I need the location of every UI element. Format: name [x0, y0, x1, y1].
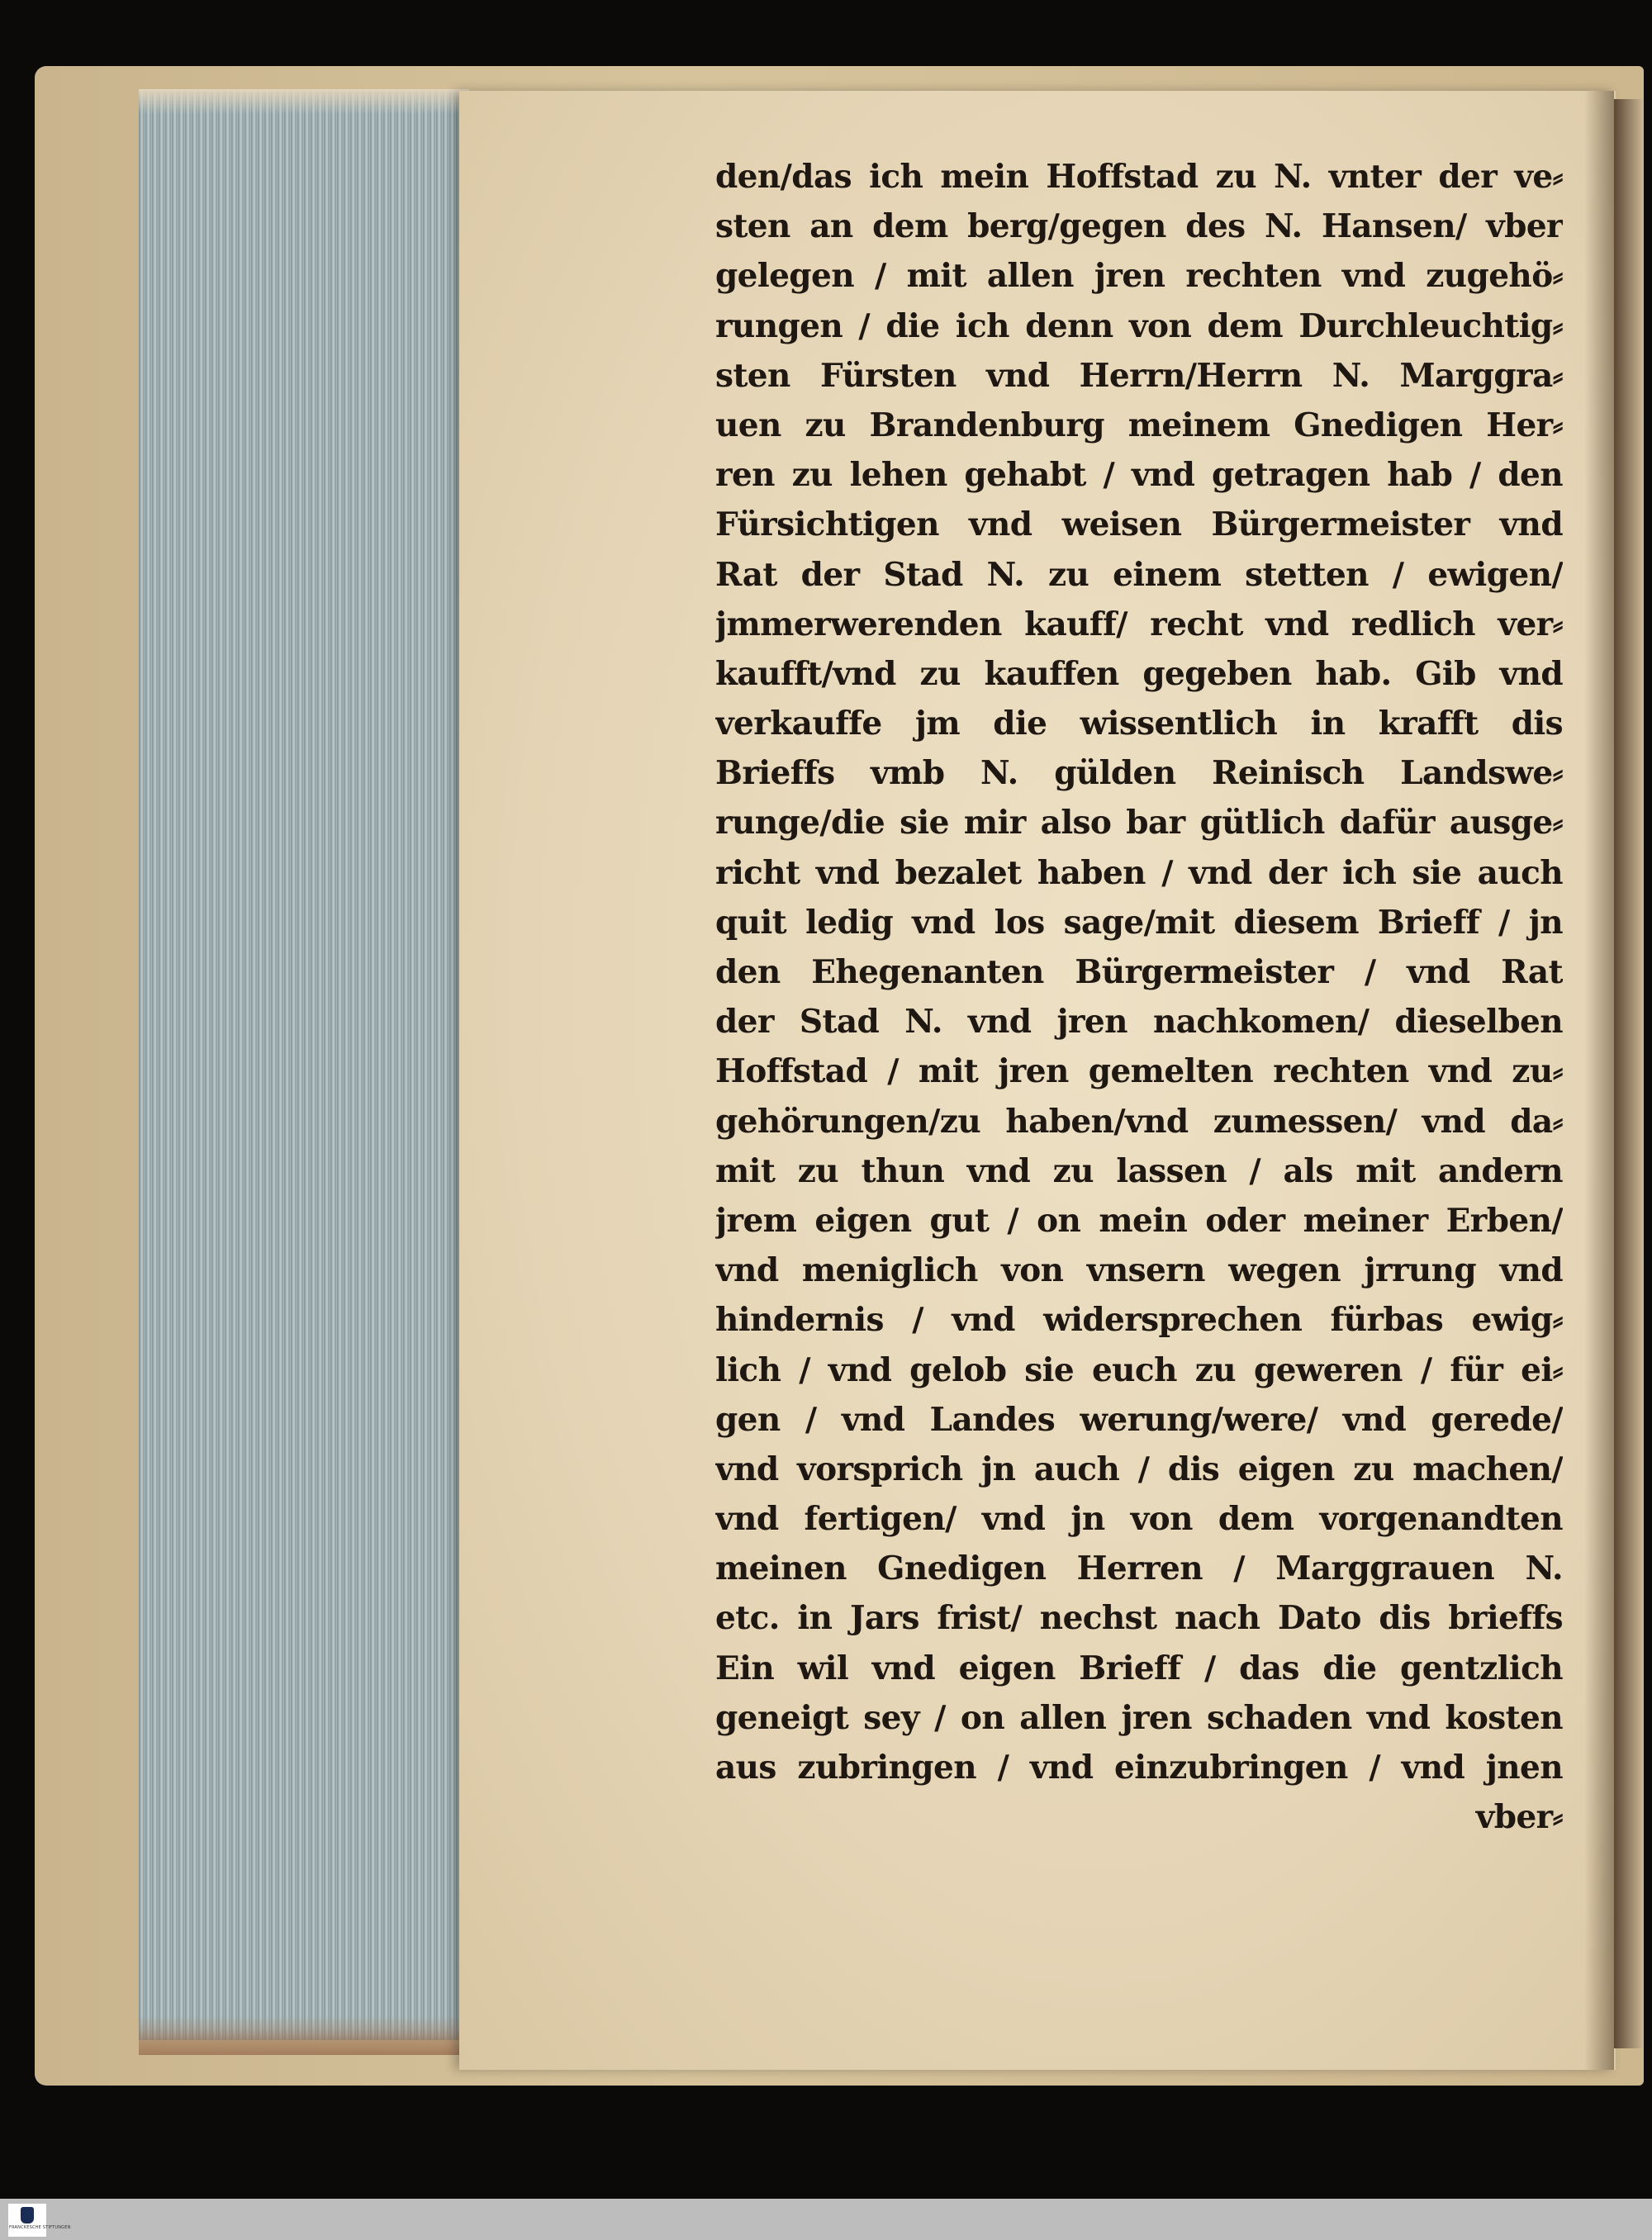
- text-line: Ein wil vnd eigen Brieff / das die gentzlich: [715, 1649, 1563, 1687]
- text-line: Fürsichtigen vnd weisen Bürgermeister vnd: [715, 505, 1563, 544]
- text-line: den Ehegenanten Bürgermeister / vnd Rat: [715, 953, 1563, 991]
- text-line: etc. in Jars frist/ nechst nach Dato dis brieffs: [715, 1599, 1563, 1638]
- text-line: kaufft/vnd zu kauffen gegeben hab. Gib vnd: [715, 654, 1563, 693]
- text-line: Hoffstad / mit jren gemelten rechten vnd zu⸗: [715, 1052, 1563, 1091]
- text-line: meinen Gnedigen Herren / Marggrauen N.: [715, 1549, 1563, 1588]
- text-line: lich / vnd gelob sie euch zu geweren / für ei⸗: [715, 1350, 1563, 1389]
- text-line: uen zu Brandenburg meinem Gnedigen Her⸗: [715, 406, 1563, 444]
- text-line: runge/die sie mir also bar gütlich dafür ausge⸗: [715, 804, 1563, 842]
- page-text: [715, 152, 1563, 1842]
- text-line: ren zu lehen gehabt / vnd getragen hab / den: [715, 456, 1563, 495]
- text-line: quit ledig vnd los sage/mit diesem Brieff / jn: [715, 903, 1563, 942]
- text-line: der Stad N. vnd jren nachkomen/ dieselben: [715, 1003, 1563, 1042]
- text-line: mit zu thun vnd zu lassen / als mit andern: [715, 1151, 1563, 1190]
- page-edges-top: [139, 89, 469, 114]
- text-line: gen / vnd Landes werung/were/ vnd gerede/: [715, 1400, 1563, 1439]
- text-line: vnd vorsprich jn auch / dis eigen zu machen/: [715, 1450, 1563, 1488]
- text-line: verkauffe jm die wissentlich in krafft dis: [715, 705, 1563, 743]
- text-line: Rat der Stad N. zu einem stetten / ewigen/: [715, 555, 1563, 594]
- viewer-footer-bar: [0, 2199, 1652, 2240]
- text-line: aus zubringen / vnd einzubringen / vnd jnen: [715, 1749, 1563, 1787]
- catchword: vber⸗: [1475, 1798, 1563, 1837]
- page-edges: [139, 89, 469, 2040]
- text-line: vnd meniglich von vnsern wegen jrrung vnd: [715, 1251, 1563, 1290]
- institution-logo[interactable]: [8, 2204, 71, 2237]
- text-line: hindernis / vnd widersprechen fürbas ewig⸗: [715, 1301, 1563, 1340]
- text-line: Brieffs vmb N. gülden Reinisch Landswe⸗: [715, 754, 1563, 793]
- text-line: geneigt sey / on allen jren schaden vnd kosten: [715, 1698, 1563, 1737]
- page-edges-bottom: [139, 2015, 469, 2055]
- text-line: den/das ich mein Hoffstad zu N. vnter der ve⸗: [715, 158, 1563, 196]
- text-line: sten Fürsten vnd Herrn/Herrn N. Marggra⸗: [715, 356, 1563, 395]
- text-line: jrem eigen gut / on mein oder meiner Erben/: [715, 1201, 1563, 1240]
- text-line: richt vnd bezalet haben / vnd der ich sie auch: [715, 853, 1563, 892]
- facing-page-edge: [1614, 99, 1644, 2048]
- logo-label: FRANCKESCHE STIFTUNGEN: [9, 2225, 71, 2230]
- text-line: rungen / die ich denn von dem Durchleuchtig⸗: [715, 306, 1563, 345]
- text-line: jmmerwerenden kauff/ recht vnd redlich ver⸗: [715, 605, 1563, 643]
- text-line: vnd fertigen/ vnd jn von dem vorgenandten: [715, 1500, 1563, 1539]
- orphanage-emblem-icon: [21, 2207, 34, 2223]
- text-line: gehörungen/zu haben/vnd zumessen/ vnd da⸗: [715, 1102, 1563, 1141]
- text-line: gelegen / mit allen jren rechten vnd zugehö⸗: [715, 257, 1563, 296]
- page-gutter: [1584, 91, 1614, 2070]
- text-line: sten an dem berg/gegen des N. Hansen/ vber: [715, 207, 1563, 246]
